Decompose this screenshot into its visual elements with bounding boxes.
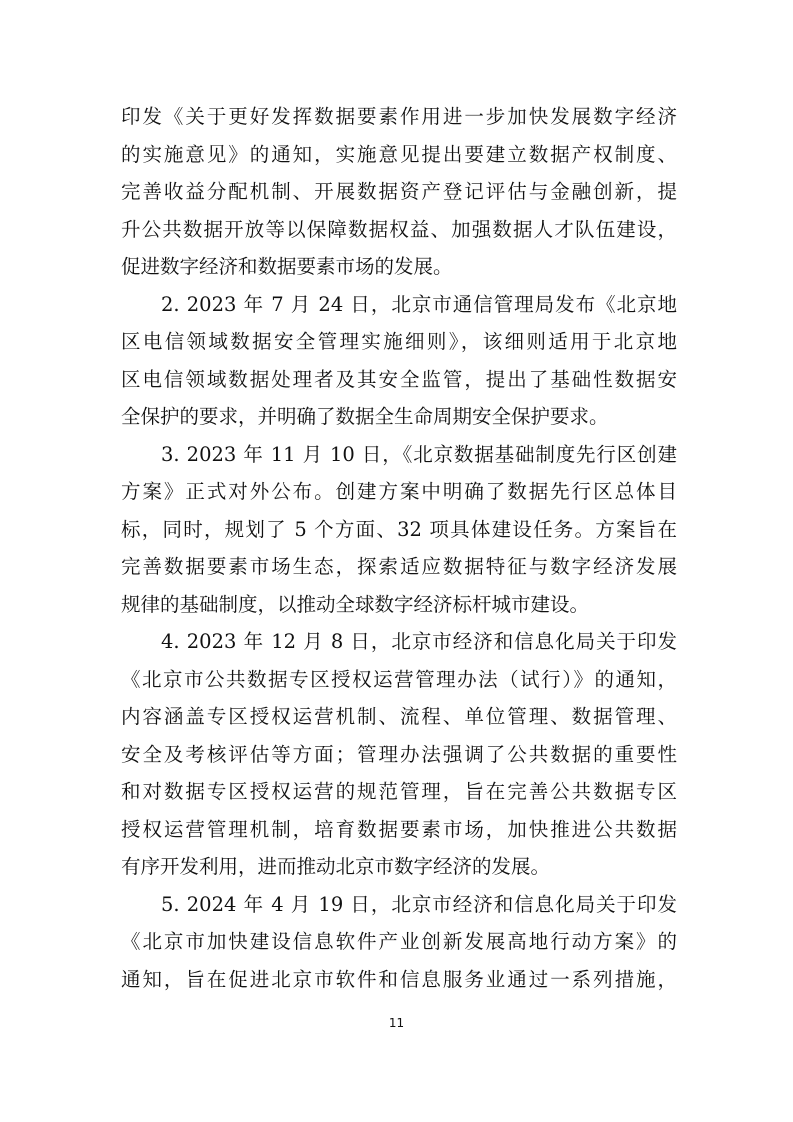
text-line: 授权运营管理机制，培育数据要素市场，加快推进公共数据 — [121, 817, 677, 841]
text-line: 促进数字经济和数据要素市场的发展。 — [121, 255, 453, 278]
text-line: 全保护的要求，并明确了数据全生命周期安全保护要求。 — [121, 405, 609, 428]
text-line: 4. 2023 年 12 月 8 日，北京市经济和信息化局关于印发 — [161, 630, 677, 653]
text-line: 3. 2023 年 11 月 10 日，《北京数据基础制度先行区创建 — [161, 442, 677, 466]
body-text — [121, 98, 677, 998]
text-line: 规律的基础制度，以推动全球数字经济标杆城市建设。 — [121, 592, 590, 616]
text-line: 完善数据要素市场生态，探索适应数据特征与数字经济发展 — [121, 555, 677, 578]
page-number: 11 — [388, 1016, 405, 1030]
text-line: 区电信领域数据安全管理实施细则》，该细则适用于北京地 — [121, 330, 677, 353]
text-line: 通知，旨在促进北京市软件和信息服务业通过一系列措施， — [121, 967, 677, 991]
text-line: 有序开发利用，进而推动北京市数字经济的发展。 — [121, 855, 551, 878]
text-line: 2. 2023 年 7 月 24 日，北京市通信管理局发布《北京地 — [161, 292, 677, 316]
text-line: 《北京市加快建设信息软件产业创新发展高地行动方案》的 — [121, 930, 677, 953]
text-line: 《北京市公共数据专区授权运营管理办法（试行）》的通知， — [121, 667, 677, 691]
text-line: 的实施意见》的通知，实施意见提出要建立数据产权制度、 — [121, 142, 677, 166]
text-line: 完善收益分配机制、开展数据资产登记评估与金融创新，提 — [121, 180, 677, 203]
text-line: 印发《关于更好发挥数据要素作用进一步加快发展数字经济 — [121, 105, 677, 128]
text-line: 内容涵盖专区授权运营机制、流程、单位管理、数据管理、 — [121, 705, 677, 728]
text-line: 方案》正式对外公布。创建方案中明确了数据先行区总体目 — [121, 480, 677, 503]
text-line: 升公共数据开放等以保障数据权益、加强数据人才队伍建设， — [121, 217, 677, 241]
text-line: 和对数据专区授权运营的规范管理，旨在完善公共数据专区 — [121, 780, 677, 803]
text-line: 区电信领域数据处理者及其安全监管，提出了基础性数据安 — [121, 367, 677, 391]
text-line: 安全及考核评估等方面；管理办法强调了公共数据的重要性 — [121, 742, 677, 766]
text-line: 标，同时，规划了 5 个方面、32 项具体建设任务。方案旨在 — [121, 517, 677, 541]
text-line: 5. 2024 年 4 月 19 日，北京市经济和信息化局关于印发 — [161, 892, 677, 916]
